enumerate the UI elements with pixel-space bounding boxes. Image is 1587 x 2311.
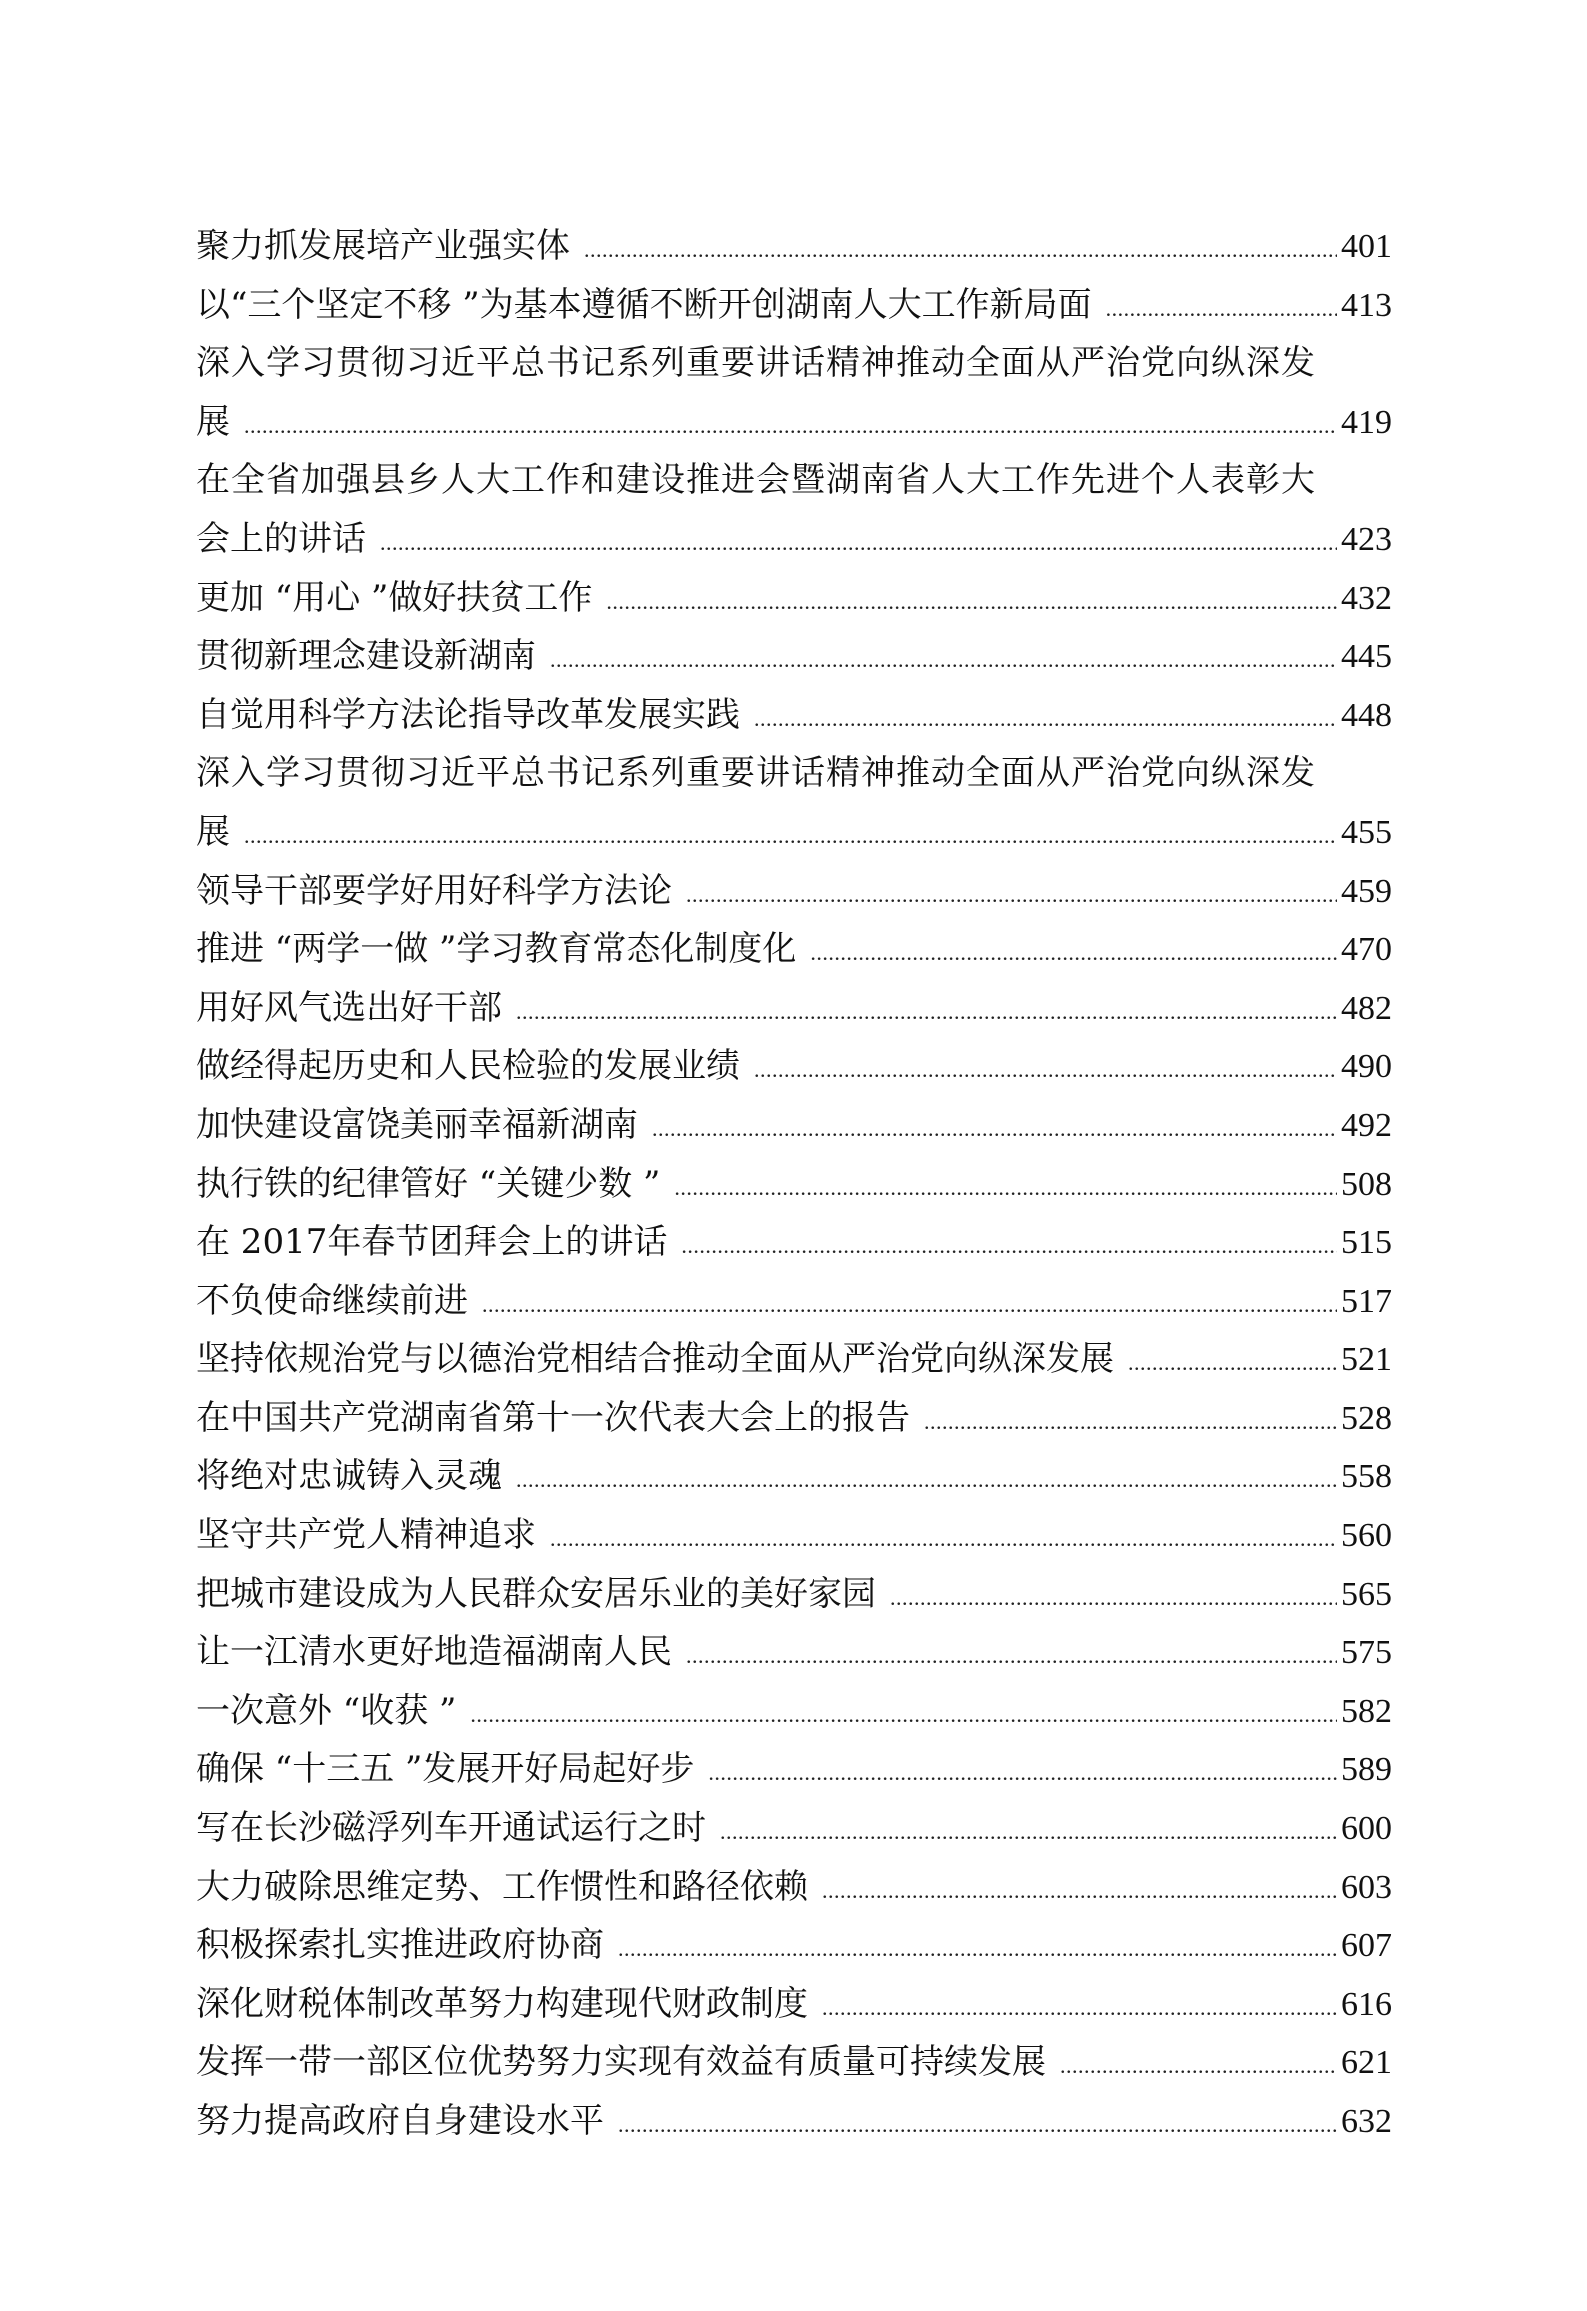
toc-entry-title: 以“三个坚定不移 ”为基本遵循不断开创湖南人大工作新局面 xyxy=(196,284,1092,325)
toc-entry-title: 大力破除思维定势、工作惯性和路径依赖 xyxy=(196,1866,808,1907)
toc-line xyxy=(196,862,1392,921)
toc-entry-title: 展 xyxy=(196,401,230,442)
toc-line xyxy=(196,569,1392,628)
dot-leader xyxy=(550,631,1337,690)
toc-line xyxy=(196,217,1392,276)
dot-leader xyxy=(482,1276,1337,1335)
toc-page-number: 560 xyxy=(1341,1517,1392,1555)
toc-page-number: 419 xyxy=(1341,403,1392,441)
toc-entry[interactable] xyxy=(196,979,1392,1038)
toc-entry[interactable] xyxy=(196,627,1392,686)
toc-line xyxy=(196,686,1392,745)
toc-entry[interactable] xyxy=(196,1447,1392,1506)
toc-entry[interactable] xyxy=(196,1916,1392,1975)
toc-line xyxy=(196,979,1392,1038)
toc-entry[interactable] xyxy=(196,1506,1392,1565)
toc-line xyxy=(196,1037,1392,1096)
toc-entry-title: 把城市建设成为人民群众安居乐业的美好家园 xyxy=(196,1573,876,1614)
toc-line xyxy=(196,276,1392,335)
toc-page-number: 589 xyxy=(1341,1751,1392,1789)
toc-entry-title: 坚守共产党人精神追求 xyxy=(196,1515,536,1556)
toc-line xyxy=(196,1389,1392,1448)
toc-entry-title-first-line: 在全省加强县乡人大工作和建设推进会暨湖南省人大工作先进个人表彰大 xyxy=(196,460,1316,501)
dot-leader xyxy=(470,1686,1337,1745)
toc-page-number: 528 xyxy=(1341,1399,1392,1437)
toc-page-number: 492 xyxy=(1341,1106,1392,1144)
toc-page-number: 565 xyxy=(1341,1575,1392,1613)
toc-entry-title: 用好风气选出好干部 xyxy=(196,987,502,1028)
toc-entry-title: 确保 “十三五 ”发展开好局起好步 xyxy=(196,1749,695,1790)
toc-entry[interactable] xyxy=(196,862,1392,921)
dot-leader xyxy=(584,221,1337,280)
toc-line xyxy=(196,1506,1392,1565)
toc-entry-title: 自觉用科学方法论指导改革发展实践 xyxy=(196,694,740,735)
dot-leader xyxy=(822,1979,1337,2038)
toc-page-number: 448 xyxy=(1341,696,1392,734)
toc-entry-title: 不负使命继续前进 xyxy=(196,1280,468,1321)
toc-page-number: 517 xyxy=(1341,1282,1392,1320)
dot-leader xyxy=(810,924,1337,983)
dot-leader xyxy=(1128,1334,1337,1393)
toc-line-wrapped xyxy=(196,334,1392,393)
toc-entry[interactable] xyxy=(196,1858,1392,1917)
dot-leader xyxy=(652,1100,1337,1159)
toc-line-wrapped xyxy=(196,744,1392,803)
dot-leader xyxy=(1106,280,1337,339)
toc-line xyxy=(196,1916,1392,1975)
toc-entry[interactable] xyxy=(196,1975,1392,2034)
dot-leader xyxy=(708,1744,1337,1803)
toc-entry[interactable] xyxy=(196,1037,1392,1096)
toc-entry-title: 努力提高政府自身建设水平 xyxy=(196,2101,604,2141)
dot-leader xyxy=(550,1510,1337,1569)
toc-entry-title: 加快建设富饶美丽幸福新湖南 xyxy=(196,1104,638,1145)
toc-entry-title: 贯彻新理念建设新湖南 xyxy=(196,636,536,677)
dot-leader xyxy=(822,1862,1337,1921)
toc-line xyxy=(196,1330,1392,1389)
toc-page-number: 607 xyxy=(1341,1927,1392,1965)
toc-entry[interactable] xyxy=(196,1155,1392,1214)
dot-leader xyxy=(686,1627,1337,1686)
toc-page-number: 508 xyxy=(1341,1165,1392,1203)
toc-line xyxy=(196,627,1392,686)
toc-page-number: 470 xyxy=(1341,931,1392,969)
toc-entry[interactable] xyxy=(196,276,1392,335)
toc-line xyxy=(196,1096,1392,1155)
toc-entry-title: 积极探索扎实推进政府协商 xyxy=(196,1925,604,1966)
toc-entry-title: 会上的讲话 xyxy=(196,518,366,559)
dot-leader xyxy=(681,1217,1337,1276)
toc-entry[interactable] xyxy=(196,1740,1392,1799)
toc-entry[interactable] xyxy=(196,1213,1392,1272)
toc-line xyxy=(196,1155,1392,1214)
toc-entry-title-first-line: 深入学习贯彻习近平总书记系列重要讲话精神推动全面从严治党向纵深发 xyxy=(196,343,1316,384)
toc-entry[interactable] xyxy=(196,451,1392,568)
dot-leader xyxy=(244,807,1337,866)
dot-leader xyxy=(754,690,1337,749)
dot-leader xyxy=(380,514,1337,573)
toc-page-number: 432 xyxy=(1341,579,1392,617)
dot-leader xyxy=(924,1393,1337,1452)
toc-page-number: 401 xyxy=(1341,228,1392,265)
toc-line xyxy=(196,1975,1392,2034)
toc-line xyxy=(196,920,1392,979)
dot-leader xyxy=(516,983,1337,1042)
toc-entry-title: 一次意外 “收获 ” xyxy=(196,1690,457,1731)
dot-leader xyxy=(674,1159,1337,1218)
toc-page-number: 455 xyxy=(1341,813,1392,851)
dot-leader xyxy=(618,2096,1337,2155)
toc-entry-title: 写在长沙磁浮列车开通试运行之时 xyxy=(196,1808,706,1849)
toc-line xyxy=(196,1623,1392,1682)
toc-page-number: 632 xyxy=(1341,2103,1392,2140)
toc-page-number: 423 xyxy=(1341,520,1392,558)
toc-line xyxy=(196,510,1392,569)
toc-entry-title: 在 2017年春节团拜会上的讲话 xyxy=(196,1222,668,1263)
toc-line xyxy=(196,1213,1392,1272)
dot-leader xyxy=(606,573,1337,632)
toc-entry[interactable] xyxy=(196,217,1392,276)
dot-leader xyxy=(244,397,1337,456)
toc-page-number: 413 xyxy=(1341,286,1392,324)
toc-page-number: 558 xyxy=(1341,1458,1392,1496)
toc-page-number: 582 xyxy=(1341,1692,1392,1730)
toc-entry-title: 发挥一带一部区位优势努力实现有效益有质量可持续发展 xyxy=(196,2042,1046,2083)
toc-page-number: 575 xyxy=(1341,1634,1392,1672)
toc-entry-title: 执行铁的纪律管好 “关键少数 ” xyxy=(196,1163,661,1204)
toc-entry-title: 聚力抓发展培产业强实体 xyxy=(196,226,570,266)
toc-line xyxy=(196,1272,1392,1331)
toc-entry[interactable] xyxy=(196,1096,1392,1155)
toc-line xyxy=(196,1447,1392,1506)
dot-leader xyxy=(754,1041,1337,1100)
toc-entry[interactable] xyxy=(196,2033,1392,2092)
toc-entry-title: 将绝对忠诚铸入灵魂 xyxy=(196,1456,502,1497)
toc-line xyxy=(196,2092,1392,2151)
toc-line-wrapped xyxy=(196,451,1392,510)
toc-entry-title: 深化财税体制改革努力构建现代财政制度 xyxy=(196,1983,808,2024)
toc-entry[interactable] xyxy=(196,569,1392,628)
dot-leader xyxy=(890,1569,1337,1628)
toc-line xyxy=(196,1740,1392,1799)
toc-entry[interactable] xyxy=(196,1565,1392,1624)
toc-entry[interactable] xyxy=(196,1799,1392,1858)
toc-line xyxy=(196,1682,1392,1741)
toc-page-number: 600 xyxy=(1341,1810,1392,1848)
toc-line xyxy=(196,2033,1392,2092)
table-of-contents xyxy=(196,217,1392,2151)
dot-leader xyxy=(686,866,1337,925)
toc-line xyxy=(196,803,1392,862)
toc-entry-title: 更加 “用心 ”做好扶贫工作 xyxy=(196,577,593,618)
toc-page-number: 459 xyxy=(1341,872,1392,910)
toc-entry[interactable] xyxy=(196,334,1392,451)
toc-page-number: 445 xyxy=(1341,638,1392,676)
toc-entry-title: 坚持依规治党与以德治党相结合推动全面从严治党向纵深发展 xyxy=(196,1339,1114,1380)
toc-page-number: 621 xyxy=(1341,2044,1392,2082)
toc-entry[interactable] xyxy=(196,686,1392,745)
dot-leader xyxy=(618,1920,1337,1979)
toc-entry-title: 展 xyxy=(196,811,230,852)
toc-page-number: 521 xyxy=(1341,1341,1392,1379)
toc-entry[interactable] xyxy=(196,2092,1392,2151)
toc-entry[interactable] xyxy=(196,1682,1392,1741)
toc-entry-title: 让一江清水更好地造福湖南人民 xyxy=(196,1632,672,1673)
toc-line xyxy=(196,1858,1392,1917)
toc-entry-title: 推进 “两学一做 ”学习教育常态化制度化 xyxy=(196,929,797,970)
toc-entry[interactable] xyxy=(196,1272,1392,1331)
toc-entry[interactable] xyxy=(196,1389,1392,1448)
toc-entry[interactable] xyxy=(196,744,1392,861)
dot-leader xyxy=(720,1803,1337,1862)
toc-entry-title: 在中国共产党湖南省第十一次代表大会上的报告 xyxy=(196,1397,910,1438)
toc-line xyxy=(196,1799,1392,1858)
toc-entry[interactable] xyxy=(196,1623,1392,1682)
toc-page-number: 490 xyxy=(1341,1048,1392,1086)
toc-page-number: 482 xyxy=(1341,989,1392,1027)
toc-entry[interactable] xyxy=(196,920,1392,979)
toc-entry[interactable] xyxy=(196,1330,1392,1389)
toc-page-number: 515 xyxy=(1341,1224,1392,1262)
toc-line xyxy=(196,393,1392,452)
toc-page-number: 603 xyxy=(1341,1868,1392,1906)
toc-entry-title: 做经得起历史和人民检验的发展业绩 xyxy=(196,1046,740,1087)
toc-entry-title-first-line: 深入学习贯彻习近平总书记系列重要讲话精神推动全面从严治党向纵深发 xyxy=(196,753,1316,794)
toc-page-number: 616 xyxy=(1341,1985,1392,2023)
toc-entry-title: 领导干部要学好用好科学方法论 xyxy=(196,870,672,911)
dot-leader xyxy=(516,1451,1337,1510)
dot-leader xyxy=(1060,2037,1337,2096)
toc-line xyxy=(196,1565,1392,1624)
